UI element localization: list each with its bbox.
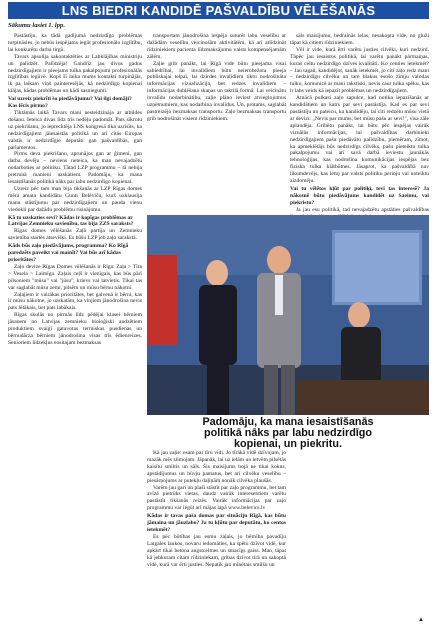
end-mark: ▲	[418, 617, 424, 623]
article-paragraph: Tiktāmās laikā Tavars mani nesteidzināja ar atbildes došanu. Ieteica divas līdz trīs nedēļu padomāt. Pats sīkrotu uz piekrišanu, jo ieprecktēja LNS kongresā tika uzrisīts, ka nedzirdīgajiem jāiesaistās politikā un arī citās Eiropas valstīs ir nedzirdīgie deputāti gan pašvaldībās, gan parlamentos.	[8, 109, 142, 151]
pull-quote	[147, 417, 429, 449]
article-paragraph: Vēl ir vide, kurā ērti varētu justies cilvēki, kuri nedzird. Tāpēc jau iesaistos politikā, lai varētu panākt pārmaiņas, kuras celtu nedzirdīgo dzīves kvalitāti. Ko centies ietekmēt? – Jau tagad, kandidējot, sanāk ietekmēt, jo citi zaļo redz mani – nedzirdīgu cilvēku un tam blakus esošo zīmju valodas tulku, komunicē ar mani rakstiski, nevis caur tulka spēku, kas ir labs veids kā iepazīt problēmas un nedzirdīgajiem.	[290, 46, 429, 95]
text-column-1	[8, 33, 142, 625]
article-paragraph: Tavars apsolīja sakontaktēties ar Labklājības ministriju un palīdzēt. Palīdzēja! Gandrīz jau divus gadus nedzirdīgajiem ir pieejams tulka pakalpojumi profesionālās izglītības iegūvē. Kopš šī laika mums kontakti turpinājās, ik pa laikam viņš painteresējās, kā nedzirdīgo kopienai klājas, kādas problēmas un kādi sasniegumi.	[8, 53, 142, 95]
article-paragraph: Varētu jau gari un plaši stāstīt par zaļo programmu, bet tam avīzē pietrūks vietas, daudz vairāk interesentiem varētu pastāstīt tikšanās reizēs. Vairāk informācijas par zaļo programmu var iegūt arī mājas lapā www.belevics.lv	[147, 484, 286, 512]
banner-title: LNS BIEDRI KANDIDĒ PAŠVALDĪBU VĒLĒŠANĀS	[61, 3, 376, 18]
article-paragraph: Pirms deva piekrišanu, aprunājos gan ar ģimeni, gan darba devēju – neviens neteica, ka man nevajadzētu nodarboties ar politiku. Tātad LZP programmu – tā nebija pretrunā manieni uzskatiem. Padomāju, ka mana iesaistīšanās politikā nāks par labu nedzirdīgo kopienai.	[8, 151, 142, 186]
pull-quote-line-3: kopienai, un piekritu.	[234, 437, 342, 450]
article-paragraph: Pastāstīju, ka tādā gadījumā nedzirdīgo problēmas turpināsies, jo nebūs iespējams iegūt profesionālo izglītību, lai konkurētu darba tirgū.	[8, 33, 142, 53]
interview-question: Kādas ir tavas paša domas par situāciju Rīgā, kas būtu jāmaina un jāuzlabo? Ja tu kļūtu par deputātu, ko centos ietekmēt?	[147, 513, 286, 533]
text-column-2-top	[147, 33, 286, 213]
article-paragraph: Rīgas skolās no pirmās līdz pēdējai klasei bērniem jāsanem no Latvijas zemnieku bioloģiski audzētiem produktiem svaigi gatavotas termiskas pusdienas un bērnudārza bērniem jānodrošina visas trīs ēdienreizes. Senioriem līdzekļus eositajam bezmaksas	[8, 312, 142, 346]
interview-question: Vai tu vēlētos kļūt par politiķi, tevi tas interesē? Ja nākotnē būtu piedāvājums kandidēt uz Saeimu, vai piekristu?	[290, 185, 429, 206]
article-paragraph: Uzreiz pēc tam man bija tikšanās ar LZP Rīgas domes mēra amata kandidātu Gunti Belēviču, kurš uzklausīja manu stāstījumu par nedzirdīgajiem un pauda vienu viedokli par dažādu problēmu risinājumu.	[8, 185, 142, 213]
interview-question: Kā tu uzskaties sevi? Kādas ir kopīgas problēmas ar Latvijas Zemnieku savienību, tas bija ZZS saraksts?	[8, 214, 134, 228]
text-column-2-bottom	[147, 450, 286, 625]
article-paragraph: Zaļajiem ir vairākas prioritātes, bet galvenā ir bērni, kas ir mūsu nākotne, jo uzskatām, ka vinjiem jānodrošina nevis pats lētākais, bet pats labākais.	[8, 291, 142, 312]
interview-question: Vai uzreiz piekrīti šo piedāvājumu? Vai ilgi domāji? Kas lēcis pirmo?	[8, 96, 132, 110]
article-banner	[8, 2, 429, 19]
interview-question: Kāds būs zaļo piedāvājums, programma? Ko Rīgā paredzēts paveikt vai mainīt? Vai būs arī kādas prioritātes?	[8, 243, 129, 263]
article-paragraph: sāls maisījumu, bedrainās ielas, nesakopta vide, no gluži tāpat kā citiem rīdziniekiem.	[290, 33, 429, 46]
pull-quote-line-1: Padomāju, ka mana iesaistīšanās	[202, 416, 374, 428]
article-paragraph: Rīgas domes vēlēšanās Zaļā partija un Zemnieku savienība startēs atsevišķi. Es būšu LZP jeb zaļo sarakstā.	[8, 228, 142, 242]
article-photo	[147, 215, 429, 415]
photo-illustration	[147, 215, 429, 415]
article-paragraph: Zaļie grib panākt, lai Rīgā vide būtu pieejama visai sabiedrībai, lai invalīdiem būtu neierobežota pieeja publiskajai telpai, lai dzirdes invalīdiem tiktu nodrošināta informācijas vizualizācija, bet redzes invalīdiem – informācijas dublēšana skaņas un taktilā formā. Lai veicinātu invalīdu nodarbinātību, zaļie plāno ieviest atvieglojumus uzņēmumiem, kas nodarbina invalīdus. Un, protams, saglabāt pastreizējo bezmaksas transportu. Zaļo bezmaksas transportu grib nodrošināt visiem rīdziniekiem.	[147, 60, 286, 122]
article-paragraph: Atnācā pulkasi zaļo sapulce, kad notika iepazīšanās ar kandidātiem un katrs par sevi pastāstīja. Kad es par sevi pastāstīju un pateicu, ka kandidēju, lai citi redzētu mūsu vietā ar devizi: „Nevis par mums, bet mūsu pašu ar sevi!", visa zāle aplaudēja. Gribētu panākt, lai būtu pēc iespējas vairāk vizuālās informācijas, lai pašvaldības darbinieki nedzirdīgajiem pašu piedāvātu palīdzību, piemēram, zīmot, ka apmeklētājs būs nedzirdīgs cilvēks, pašu pieteiktu tulka pakalpojumu vai arī savā darbā ieviestu jaunākās tehnoloģijas, kas nodrošina komunikācijas iespējas bez fiziska tulka klātbūtnes. Jāsaprot, ka pašvaldībā nav likumdevējs, kas lemj par valsts politiku perioju vai noteiktu aizdomēju.	[290, 95, 429, 185]
article-paragraph: Kā jau zaļie: esam par tīru vidi. Jo tīrākā vidē dzīvojam, jo mazāk mēs slimojam. Jāpanāk, lai uz ielām un ietvēm pilsētās kaisītu smiltis un sāls. Šis maisījums bojā ne tikai kokus, apstādījumus un būvju pamatus, bet arī cilvēku veselību – piesārņojums ar putekļu daļiņām nonāk cilvēka plaušās.	[147, 450, 286, 484]
article-paragraph: Ja jau esu politikā, tad nevajadzētu apstāties pašvaldības	[296, 206, 429, 213]
article-paragraph: Zaļo devize Rīgas Domes vēlēšanās ir Rīga: Zaļa > Tīra > Vesela > Laimīga. Zaļais ceļš ir vienīgais, kas būs pārī pilsoniem "mūsu" vai "jūsu", krievs vai latvietis. Tikai tas var saglabāt mūsu zemi, pilsētu un mūsu bērnu nākotni.	[8, 263, 142, 291]
continuation-note: Sākumu lasiet 1. lpp.	[8, 22, 65, 29]
article-paragraph: Es pēc būtības jau esmu zaļais, jo bērnība pavadīju Latgales laukos, novaru iedomāties, ka spētu dzīvot vidē, kur apkārt tikai betona augstceltnes un smacīgs gaiss. Man, tāpat kā jebkuram citam rīdziniekam, gribas dzīvot tīrā un sakoptā vidē, kurā var ērti justies. Nepatīk jau mīnētais smilšu un	[147, 533, 286, 568]
pull-quote-line-2: politikā nāks par labu nedzirdīgo	[204, 426, 372, 439]
article-paragraph: transportam jānodrošina iespēja suturēt labu veselību ar dažādām veselību veicinošām aktivitātēm, kā arī atlīdzināt rīdziniekiem pacienta līdzmaksājumu valsts kompensējamām zālēm.	[147, 33, 286, 60]
